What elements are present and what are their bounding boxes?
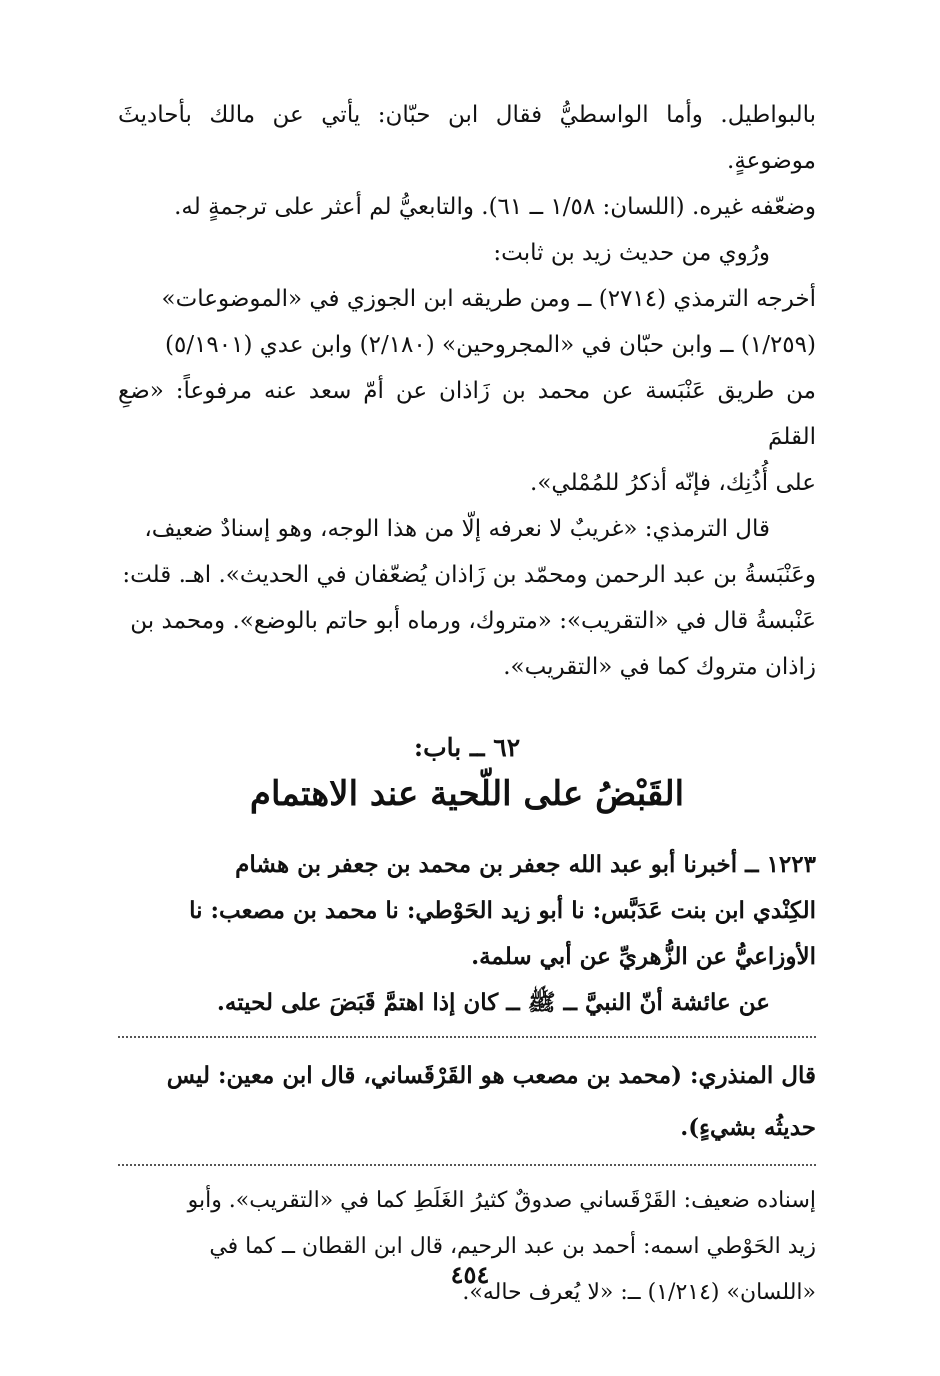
text-line: أخرجه الترمذي (٢٧١٤) ــ ومن طريقه ابن الجوزي في «الموضوعات» [161, 286, 816, 312]
text-line: عَنْبسةُ قال في «التقريب»: «متروك، ورماه أبو حاتم بالوضع». ومحمد بن [130, 608, 816, 634]
mundhiri-line: قال المنذري: (محمد بن مصعب هو القَرْقَساني، قال ابن معين: ليس [166, 1062, 816, 1089]
hadith-line: عن عائشة أنّ النبيَّ ــ ﷺ ــ كان إذا اهتمَّ قَبَضَ على لحيته. [216, 989, 770, 1016]
chapter-number: ٦٢ ــ باب: [413, 733, 521, 762]
dotted-divider-bottom [118, 1164, 816, 1166]
text-line: وعَنْبَسةُ بن عبد الرحمن ومحمّد بن زَاذان يُضعّفان في الحديث». اهـ. قلت: [122, 562, 816, 588]
hadith-line: ١٢٢٣ ــ أخبرنا أبو عبد الله جعفر بن محمد بن جعفر بن هشام [235, 851, 816, 878]
text-line: بالبواطيل. وأما الواسطيُّ فقال ابن حبّان: يأتي عن مالك بأحاديثَ موضوعةٍ. [118, 102, 816, 174]
footnote [118, 1178, 816, 1316]
mundhiri-line: حديثُه بشيءٍ). [680, 1114, 816, 1141]
text-line: وضعّفه غيره. (اللسان: ١/٥٨ ــ ٦١). والتابعيُّ لم أعثر على ترجمةٍ له. [174, 194, 816, 220]
page-body [118, 92, 816, 1316]
hadith-text [118, 842, 816, 1026]
footnote-line: إسناده ضعيف: القَرْقَساني صدوقٌ كثيرُ الغَلَطِ كما في «التقريب». وأبو [187, 1188, 816, 1213]
footnote-line: «اللسان» (١/٢١٤) ــ: «لا يُعرف حاله». [462, 1280, 816, 1305]
mundhiri-note [118, 1050, 816, 1154]
text-line: ورُوي من حديث زيد بن ثابت: [493, 240, 770, 266]
commentary-top [118, 92, 816, 690]
hadith-line: الأوزاعيُّ عن الزُّهريِّ عن أبي سلمة. [471, 943, 816, 970]
dotted-divider-top [118, 1036, 816, 1038]
chapter-heading [118, 728, 816, 820]
text-line: (١/٢٥٩) ــ وابن حبّان في «المجروحين» (٢/١٨٠) وابن عدي (٥/١٩٠١) [164, 332, 816, 358]
text-line: من طريق عَنْبَسة عن محمد بن زَاذان عن أمّ سعد عنه مرفوعاً: «ضعِ القلمَ [118, 378, 816, 450]
hadith-line: الكِنْدي ابن بنت عَدَبَّس: نا أبو زيد الحَوْطي: نا محمد بن مصعب: نا [189, 897, 816, 924]
text-line: قال الترمذي: «غريبٌ لا نعرفه إلّا من هذا الوجه، وهو إسنادٌ ضعيف، [144, 516, 770, 542]
page-number: ٤٥٤ [450, 1260, 490, 1289]
text-line: على أُذُنِك، فإنّه أذكرُ للمُمْلي». [530, 470, 816, 496]
chapter-title: القَبْضُ على اللّحية عند الاهتمام [249, 774, 685, 814]
text-line: زاذان متروك كما في «التقريب». [503, 654, 816, 680]
footnote-line: زيد الحَوْطي اسمه: أحمد بن عبد الرحيم، قال ابن القطان ــ كما في [209, 1234, 816, 1259]
